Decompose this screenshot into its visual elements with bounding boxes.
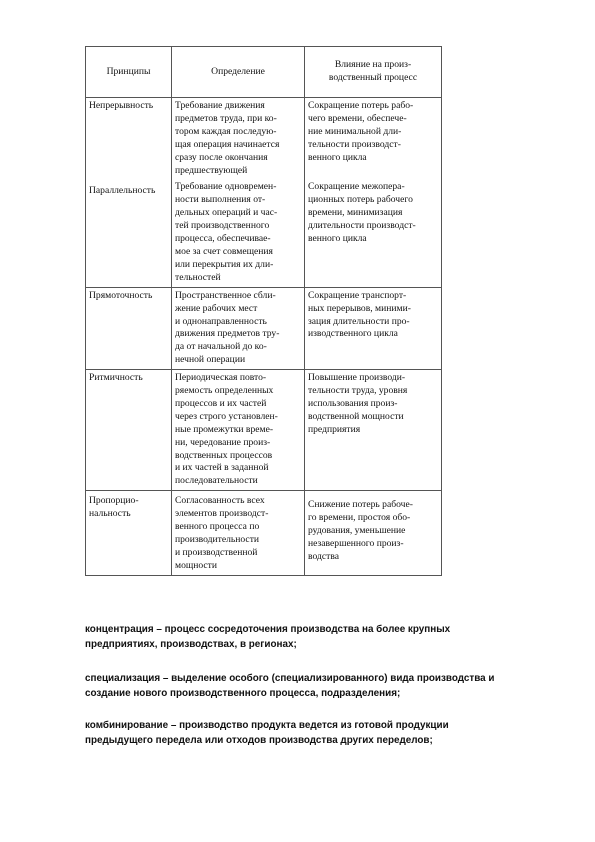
- effect-cell-line: длительности производст-: [308, 220, 416, 232]
- effect-cell-line: Сокращение потерь рабо-: [308, 100, 414, 111]
- definition-cell: [172, 179, 305, 287]
- effect-cell-line: водственной мощности: [308, 410, 404, 422]
- header-effect: [305, 47, 442, 98]
- definition-cell-line: сразу после окончания: [175, 151, 268, 163]
- definition-cell-line: щая операция начинается: [175, 138, 280, 150]
- definition-paragraph-line: специализация – выделение особого (специализированного) вида производства и: [85, 673, 495, 684]
- definition-cell-line: да от начальной до ко-: [175, 341, 267, 353]
- definition-paragraph: [85, 623, 545, 653]
- principle-cell-line: Параллельность: [89, 185, 156, 197]
- principle-cell-line: Прямоточность: [89, 289, 153, 301]
- effect-cell-line: Сокращение межопера-: [308, 181, 405, 193]
- effect-cell-line: го времени, простоя обо-: [308, 512, 411, 524]
- effect-cell-line: Сокращение транспорт-: [308, 289, 407, 301]
- principle-cell-line: Пропорцио-: [89, 495, 139, 507]
- definition-cell-line: тельностей: [175, 271, 221, 283]
- definition-cell-line: предметов труда, при ко-: [175, 112, 277, 124]
- definition-paragraph: [85, 672, 545, 702]
- definition-cell: [172, 491, 305, 575]
- definition-cell-line: мощности: [175, 559, 218, 571]
- definition-cell-line: водственных процессов: [175, 449, 273, 461]
- definition-cell-line: ные промежутки време-: [175, 423, 274, 435]
- header-definition: Определение: [172, 47, 305, 98]
- principle-cell: [86, 370, 172, 491]
- principle-cell: [86, 98, 172, 180]
- definition-paragraph-line: концентрация – процесс сосредоточения производства на более крупных: [85, 624, 451, 635]
- effect-cell-line: ние минимальной дли-: [308, 125, 402, 137]
- table-row: [86, 491, 442, 575]
- table-row: [86, 179, 442, 287]
- principle-cell-line: нальность: [89, 508, 131, 520]
- effect-cell-line: ных перерывов, миними-: [308, 302, 411, 314]
- definition-cell-line: Периодическая повто-: [175, 372, 267, 384]
- definition-cell-line: или перекрытия их дли-: [175, 258, 274, 270]
- principle-cell: [86, 287, 172, 369]
- definition-cell-line: процесса, обеспечивае-: [175, 233, 271, 245]
- definition-cell-line: венного процесса по: [175, 521, 260, 533]
- effect-cell-line: чего времени, обеспече-: [308, 112, 407, 124]
- definition-cell: [172, 287, 305, 369]
- definition-cell: [172, 98, 305, 180]
- effect-cell-line: венного цикла: [308, 233, 367, 245]
- effect-cell-line: Повышение производи-: [308, 372, 406, 384]
- definition-cell-line: через строго установлен-: [175, 410, 278, 422]
- effect-cell-line: тельности производст-: [308, 138, 401, 150]
- definition-cell-line: Пространственное сбли-: [175, 289, 276, 301]
- definition-cell-line: ни, чередование произ-: [175, 436, 271, 448]
- definition-cell-line: Согласованность всех: [175, 495, 265, 507]
- definition-cell-line: и их частей в заданной: [175, 462, 269, 474]
- definition-paragraph-line: предыдущего передела или отходов производства других переделов;: [85, 734, 433, 746]
- definition-cell-line: движения предметов тру-: [175, 328, 280, 340]
- definition-cell-line: тей производственного: [175, 220, 270, 232]
- definition-cell-line: последовательности: [175, 475, 258, 487]
- definition-cell-line: и производственной: [175, 546, 258, 558]
- effect-cell-line: рудования, уменьшение: [308, 525, 406, 537]
- definition-cell-line: производительности: [175, 534, 260, 545]
- effect-cell-line: незавершенного произ-: [308, 538, 404, 549]
- definition-cell-line: ности выполнения от-: [175, 194, 266, 206]
- principle-cell-line: Непрерывность: [89, 100, 154, 111]
- principle-cell: [86, 491, 172, 575]
- table-row: [86, 98, 442, 180]
- definition-cell: [172, 370, 305, 491]
- definition-paragraph-line: предприятиях, производствах, в регионах;: [85, 638, 297, 650]
- definition-cell-line: предшествующей: [175, 164, 248, 176]
- header-principles: Принципы: [86, 47, 172, 98]
- definition-cell-line: Требование одновремен-: [175, 181, 277, 193]
- header-effect-line: водственный процесс: [328, 72, 418, 83]
- definition-paragraph: [85, 719, 545, 749]
- effect-cell-line: предприятия: [308, 423, 361, 435]
- principles-table: [85, 46, 442, 576]
- effect-cell-line: Снижение потерь рабоче-: [308, 499, 413, 511]
- definition-cell-line: процессов и их частей: [175, 397, 267, 409]
- definition-cell-line: мое за счет совмещения: [175, 245, 273, 257]
- effect-cell-line: зация длительности про-: [308, 315, 410, 327]
- table-row: [86, 370, 442, 491]
- definition-cell-line: жение рабочих мест: [175, 302, 258, 314]
- definition-cell-line: и однонаправленность: [175, 315, 267, 327]
- principle-cell-line: Ритмичность: [89, 372, 143, 384]
- definition-cell-line: дельных операций и час-: [175, 207, 278, 219]
- effect-cell-line: венного цикла: [308, 151, 367, 163]
- definition-cell-line: нечной операции: [175, 354, 246, 366]
- effect-cell: [305, 98, 442, 180]
- table-row: [86, 287, 442, 369]
- principle-cell: [86, 179, 172, 287]
- effect-cell-line: изводственного цикла: [308, 328, 398, 340]
- definition-cell-line: тором каждая последую-: [175, 125, 277, 137]
- table-header-row: [86, 47, 442, 98]
- header-effect-line: Влияние на произ-: [334, 59, 412, 71]
- effect-cell-line: использования произ-: [308, 397, 398, 409]
- definition-cell-line: ряемость определенных: [175, 385, 274, 397]
- effect-cell-line: ционных потерь рабочего: [308, 194, 413, 206]
- effect-cell: [305, 491, 442, 575]
- effect-cell: [305, 370, 442, 491]
- effect-cell-line: водства: [308, 550, 339, 562]
- definition-cell-line: Требование движения: [175, 100, 265, 111]
- definition-paragraph-line: комбинирование – производство продукта ведется из готовой продукции: [85, 720, 449, 731]
- effect-cell: [305, 287, 442, 369]
- definition-cell-line: элементов производст-: [175, 508, 269, 520]
- effect-cell-line: времени, минимизация: [308, 207, 403, 219]
- effect-cell: [305, 179, 442, 287]
- effect-cell-line: тельности труда, уровня: [308, 385, 408, 397]
- definition-paragraph-line: создание нового производственного процесса, подразделения;: [85, 687, 401, 699]
